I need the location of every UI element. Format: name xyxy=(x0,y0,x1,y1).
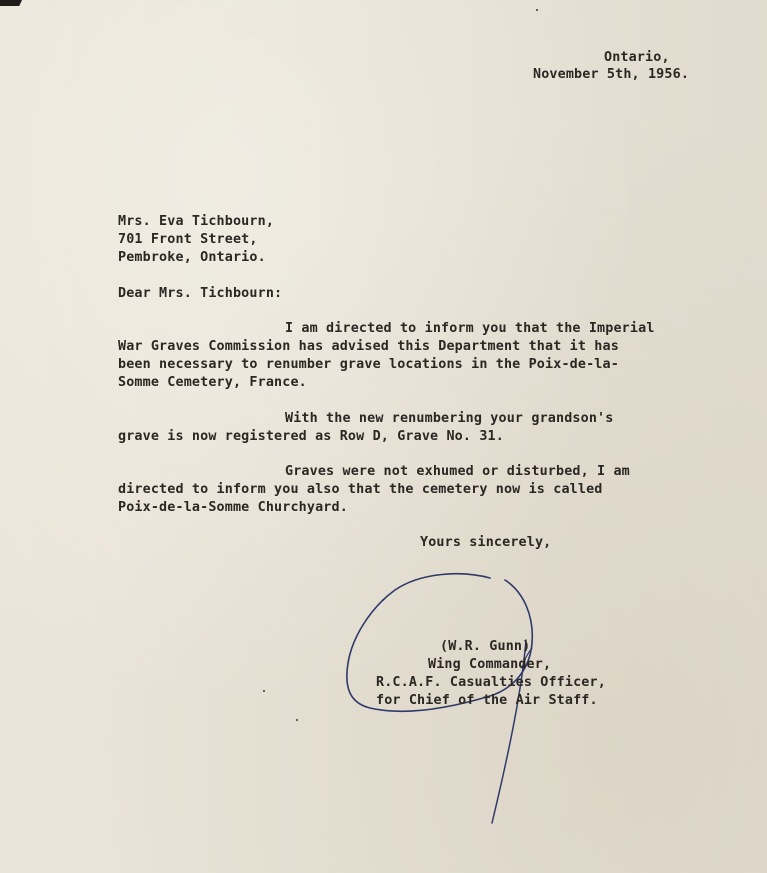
paragraph1-line: been necessary to renumber grave locations in the Poix-de-la- xyxy=(118,357,619,372)
signature-rank: Wing Commander, xyxy=(428,657,552,672)
signature-name: (W.R. Gunn) xyxy=(440,639,531,654)
paragraph1-line: I am directed to inform you that the Imperial xyxy=(285,321,655,336)
paragraph1-line: Somme Cemetery, France. xyxy=(118,375,307,390)
corner-ink-mark xyxy=(0,0,22,6)
salutation: Dear Mrs. Tichbourn: xyxy=(118,286,283,301)
recipient-street: 701 Front Street, xyxy=(118,232,258,247)
recipient-city: Pembroke, Ontario. xyxy=(118,250,266,265)
date-line: November 5th, 1956. xyxy=(533,67,690,82)
paper-speck xyxy=(536,9,538,11)
paragraph3-line: directed to inform you also that the cemetery now is called xyxy=(118,482,603,497)
signature-title: R.C.A.F. Casualties Officer, xyxy=(376,675,606,690)
paper-speck xyxy=(296,719,298,721)
paragraph2-line: grave is now registered as Row D, Grave No. 31. xyxy=(118,429,504,444)
paragraph1-line: War Graves Commission has advised this Department that it has xyxy=(118,339,619,354)
signature-organization: for Chief of the Air Staff. xyxy=(376,693,598,708)
paper-speck xyxy=(263,690,265,692)
paragraph2-line: With the new renumbering your grandson's xyxy=(285,411,614,426)
place-line: Ontario, xyxy=(604,50,670,65)
recipient-name: Mrs. Eva Tichbourn, xyxy=(118,214,275,229)
closing: Yours sincerely, xyxy=(420,535,552,550)
paragraph3-line: Graves were not exhumed or disturbed, I am xyxy=(285,464,630,479)
paragraph3-line: Poix-de-la-Somme Churchyard. xyxy=(118,500,348,515)
